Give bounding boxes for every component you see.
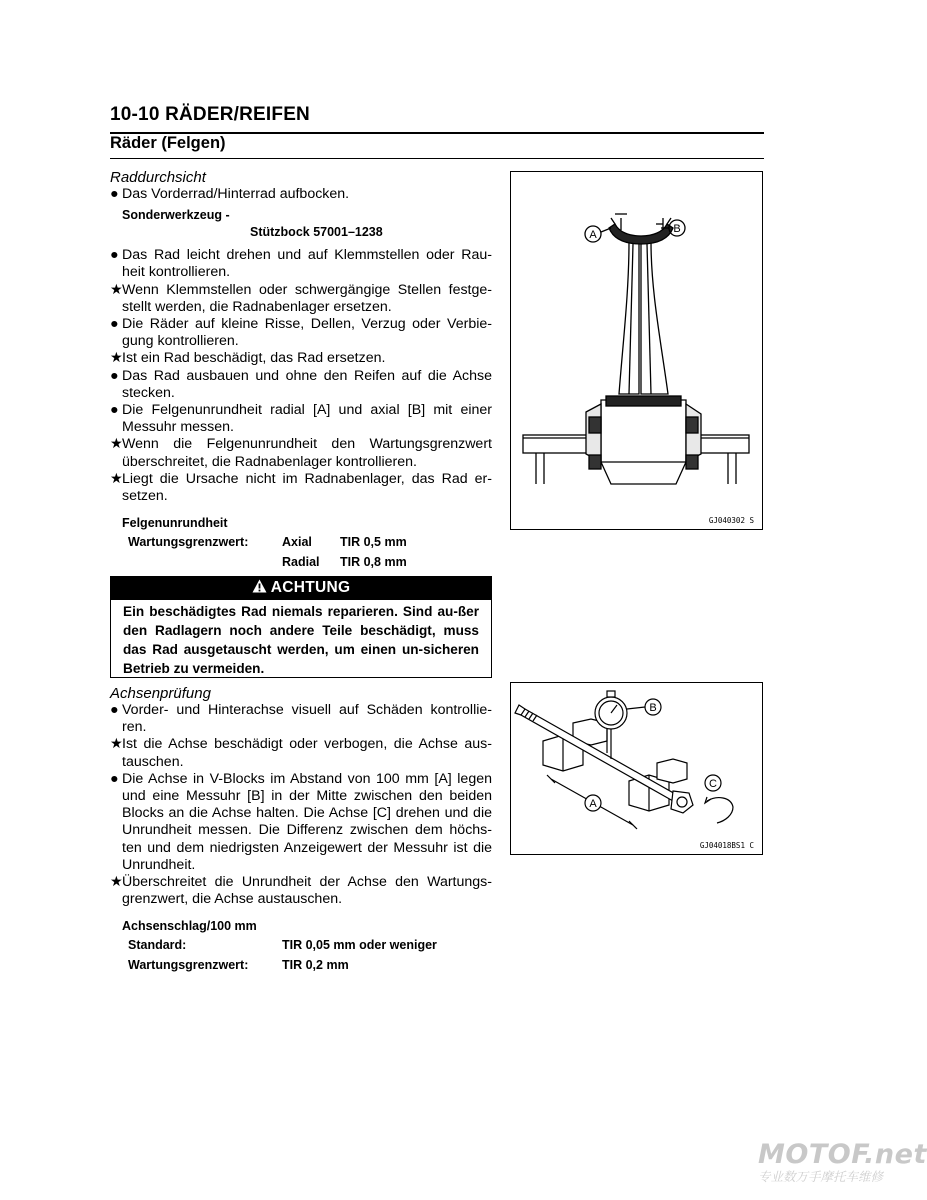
watermark-tagline: 专业数万手摩托车维修	[758, 1169, 884, 1184]
spec-radial-label: Radial	[282, 555, 320, 570]
figure2-label-b: B	[649, 702, 657, 714]
tool-name: Stützbock 57001–1238	[250, 225, 383, 240]
list-item: ● Das Rad ausbauen und ohne den Reifen auf die Achse stecken.	[110, 367, 492, 401]
tool-label: Sonderwerkzeug -	[122, 208, 230, 223]
bullet-icon: ●	[110, 367, 119, 384]
star-icon: ★	[110, 350, 123, 367]
axle-spec-row-limit	[110, 955, 492, 975]
runout-spec-row-axial	[110, 532, 492, 552]
warning-triangle-icon	[252, 579, 271, 596]
bullet-icon: ●	[110, 702, 119, 718]
star-icon: ★	[110, 736, 123, 753]
chapter-title: 10-10 RÄDER/REIFEN	[110, 104, 310, 125]
runout-spec-title: Felgenunrundheit	[122, 516, 228, 531]
axle-spec-title: Achsenschlag/100 mm	[122, 919, 257, 934]
list-item: ★ Ist ein Rad beschädigt, das Rad ersetzen.	[110, 350, 386, 367]
figure1-label-b: B	[673, 223, 681, 235]
bullet-icon: ●	[110, 770, 119, 787]
warning-text: Ein beschädigtes Rad niemals reparieren. Sind au-ßer den Radlagern noch andere Teile beschädigt, muss das Rad ausgetauscht werden, um einen un-sicheren Betrieb zu vermeiden.	[110, 600, 492, 678]
list-item: ● Die Räder auf kleine Risse, Dellen, Verzug oder Verbie-gung kontrollieren.	[110, 316, 492, 350]
standard-label: Standard:	[128, 938, 187, 953]
figure1-code: GJ040302 S	[708, 516, 754, 525]
star-icon: ★	[110, 874, 123, 891]
runout-spec-row-radial	[110, 552, 492, 572]
runout-heading: Raddurchsicht	[110, 169, 206, 186]
section-title: Räder (Felgen)	[110, 134, 226, 152]
watermark	[758, 1139, 927, 1184]
list-item: ★ Wenn Klemmstellen oder schwergängige Stellen festge-stellt werden, die Radnabenlager ersetzen.	[110, 281, 492, 315]
axle-spec-row-standard	[110, 935, 492, 955]
spec-radial-value: TIR 0,8 mm	[340, 555, 407, 570]
star-icon: ★	[110, 436, 123, 453]
list-item: ● Vorder- und Hinterachse visuell auf Schäden kontrollie-ren.	[110, 702, 492, 736]
runout-section	[110, 169, 492, 572]
spec-axial-value: TIR 0,5 mm	[340, 535, 407, 550]
wheel-runout-illustration	[511, 172, 761, 528]
limit-label: Wartungsgrenzwert:	[128, 958, 249, 973]
list-item: ★ Ist die Achse beschädigt oder verbogen, die Achse aus-tauschen.	[110, 736, 492, 770]
wheel-runout-figure	[510, 171, 763, 530]
bullet-icon: ●	[110, 402, 119, 419]
bullet-icon: ●	[110, 316, 119, 333]
limit-value: TIR 0,2 mm	[282, 958, 349, 973]
list-item: ● Das Rad leicht drehen und auf Klemmstellen oder Rau-heit kontrollieren.	[110, 247, 492, 281]
axle-section	[110, 685, 492, 975]
figure2-code: GJ04018BS1 C	[699, 841, 754, 850]
spec-axial-label: Axial	[282, 535, 312, 550]
list-item: ● Die Felgenunrundheit radial [A] und axial [B] mit einer Messuhr messen.	[110, 402, 492, 436]
axle-runout-illustration	[511, 683, 761, 853]
list-item: ● Die Achse in V-Blocks im Abstand von 100 mm [A] legen und eine Messuhr [B] in der Mitte zwischen den beiden Blocks an die Achse halten. Die Achse [C] drehen und die Unrundheit messen. Die Differenz zwischen dem höchs-ten und dem niedrigsten Anzeigewert der Messuhr ist die Unrundheit.	[110, 770, 492, 873]
axle-heading: Achsenprüfung	[110, 685, 211, 702]
bullet-icon: ●	[110, 247, 119, 264]
bullet-icon: ●	[110, 186, 119, 202]
list-item: ● Das Vorderrad/Hinterrad aufbocken.	[110, 186, 350, 202]
standard-value: TIR 0,05 mm oder weniger	[282, 938, 437, 953]
watermark-logo: MOTOF.net	[758, 1139, 927, 1170]
figure1-label-a: A	[589, 229, 597, 241]
warning-title: ACHTUNG	[270, 579, 351, 596]
figure2-label-c: C	[709, 778, 717, 790]
figure2-label-a: A	[589, 798, 597, 810]
list-item: ★ Liegt die Ursache nicht im Radnabenlager, das Rad er-setzen.	[110, 470, 492, 505]
warning-header	[110, 576, 492, 600]
list-item: ★ Überschreitet die Unrundheit der Achse den Wartungs-grenzwert, die Achse austauschen.	[110, 874, 492, 908]
section-rule	[110, 158, 764, 159]
list-item: ★ Wenn die Felgenunrundheit den Wartungsgrenzwert überschreitet, die Radnabenlager kontrollieren.	[110, 436, 492, 470]
axle-runout-figure	[510, 682, 763, 855]
star-icon: ★	[110, 281, 123, 298]
spec-label: Wartungsgrenzwert:	[128, 535, 249, 550]
star-icon: ★	[110, 470, 123, 487]
